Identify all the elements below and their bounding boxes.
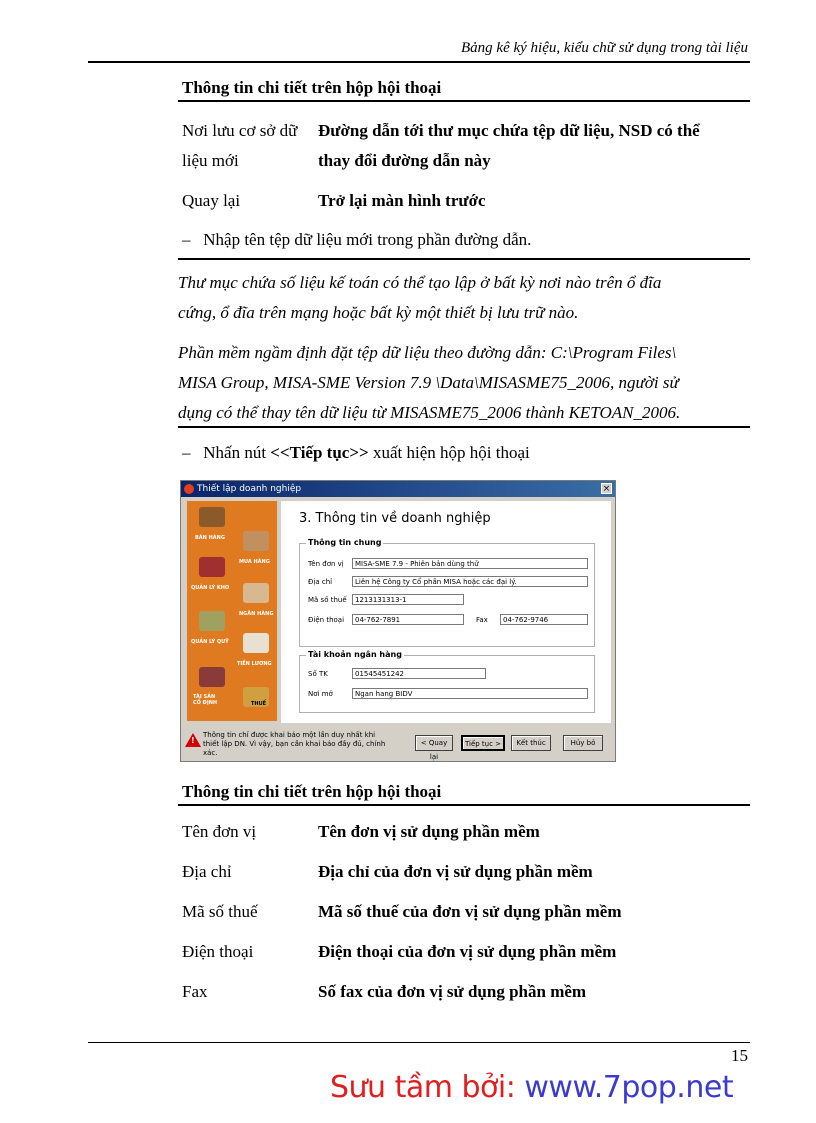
fax-label: Fax xyxy=(476,616,488,624)
section1-rule xyxy=(178,100,750,102)
module-label: MUA HÀNG xyxy=(239,559,270,565)
note-paragraph-1: Thư mục chứa số liệu kế toán có thể tạo lập ở bất kỳ nơi nào trên ổ đĩa cứng, ổ đĩa trên mạng hoặc bất kỳ một thiết bị lưu trữ nào. xyxy=(178,273,662,322)
close-icon[interactable]: × xyxy=(602,484,611,494)
company-info-panel xyxy=(281,501,611,723)
group-label: Thông tin chung xyxy=(308,538,382,547)
bank-account-group xyxy=(299,650,595,713)
desc: Mã số thuế của đơn vị sử dụng phần mềm xyxy=(318,902,622,921)
account-number-label: Số TK xyxy=(308,670,328,678)
header-rule xyxy=(88,61,750,63)
bank-name-input[interactable]: Ngan hang BIDV xyxy=(352,688,588,699)
cancel-button[interactable]: Hủy bỏ xyxy=(563,735,603,751)
dialog-footer-note: Thông tin chỉ được khai báo một lần duy nhất khi thiết lập DN. Vì vậy, bạn cần khai báo đầy đủ, chính xác. xyxy=(203,731,386,757)
section2-rule xyxy=(178,804,750,806)
term: Tên đơn vị xyxy=(182,822,257,841)
term-line: Nơi lưu cơ sở dữ xyxy=(182,121,298,140)
term: Địa chỉ xyxy=(182,862,232,881)
footer-rule xyxy=(88,1042,750,1043)
next-button[interactable]: Tiếp tục > xyxy=(461,735,505,751)
tax-code-label: Mã số thuế xyxy=(308,596,347,604)
sales-module-icon xyxy=(199,507,225,527)
module-label: QUẢN LÝ KHO xyxy=(191,585,230,591)
company-name-input[interactable]: MISA-SME 7.9 - Phiên bản dùng thử xyxy=(352,558,588,569)
setup-dialog xyxy=(180,480,616,762)
bullet-item-2: – Nhấn nút <<Tiếp tục>> xuất hiện hộp hội thoại xyxy=(182,443,530,462)
fax-input[interactable]: 04-762-9746 xyxy=(500,614,588,625)
desc-line: Đường dẫn tới thư mục chứa tệp dữ liệu, NSD có thể xyxy=(318,121,700,140)
section1-title: Thông tin chi tiết trên hộp hội thoại xyxy=(182,78,442,97)
bank-name-label: Nơi mở xyxy=(308,690,333,698)
note-paragraph-2: Phần mềm ngầm định đặt tệp dữ liệu theo đường dẫn: C:\Program Files\ MISA Group, MISA-SME Version 7.9 \Data\MISASME75_2006, người sử dụng có thể thay tên dữ liệu từ MISASME75_2006 thành KETOAN_2006. xyxy=(178,343,681,422)
general-info-group xyxy=(299,538,595,647)
app-icon xyxy=(184,484,194,494)
desc: Trở lại màn hình trước xyxy=(318,191,486,210)
section2-title: Thông tin chi tiết trên hộp hội thoại xyxy=(182,782,442,801)
module-sidebar xyxy=(187,501,277,721)
desc-line: thay đổi đường dẫn này xyxy=(318,151,491,170)
module-label: TÀI SẢN CỐ ĐỊNH xyxy=(193,694,218,706)
account-number-input[interactable]: 01545451242 xyxy=(352,668,486,679)
module-label: TIỀN LƯƠNG xyxy=(237,661,272,667)
dialog-title: Thiết lập doanh nghiệp xyxy=(197,484,302,494)
module-label: BÁN HÀNG xyxy=(195,535,225,541)
phone-input[interactable]: 04-762-7891 xyxy=(352,614,464,625)
desc: Tên đơn vị sử dụng phần mềm xyxy=(318,822,540,841)
asset-module-icon xyxy=(199,667,225,687)
term-line: liệu mới xyxy=(182,151,239,170)
tax-code-input[interactable]: 1213131313-1 xyxy=(352,594,464,605)
company-name-label: Tên đơn vị xyxy=(308,560,344,568)
cash-module-icon xyxy=(199,611,225,631)
back-button[interactable]: < Quay lại xyxy=(415,735,453,751)
address-label: Địa chỉ xyxy=(308,578,333,586)
desc: Số fax của đơn vị sử dụng phần mềm xyxy=(318,982,587,1001)
panel-heading: 3. Thông tin về doanh nghiệp xyxy=(299,511,491,526)
running-header: Bảng kê ký hiệu, kiểu chữ sử dụng trong tài liệu xyxy=(461,40,748,56)
term: Fax xyxy=(182,982,208,1001)
bank-module-icon xyxy=(243,583,269,603)
inventory-module-icon xyxy=(199,557,225,577)
term: Mã số thuế xyxy=(182,902,258,921)
dialog-titlebar xyxy=(181,481,615,497)
watermark: Sưu tầm bởi: www.7pop.net xyxy=(330,1070,734,1105)
purchase-module-icon xyxy=(243,531,269,551)
group-label: Tài khoản ngân hàng xyxy=(308,650,402,659)
bullet-item: – Nhập tên tệp dữ liệu mới trong phần đường dẫn. xyxy=(182,230,532,249)
note-rule-bottom xyxy=(178,426,750,428)
phone-label: Điện thoại xyxy=(308,616,345,624)
finish-button[interactable]: Kết thúc xyxy=(511,735,551,751)
module-label: QUẢN LÝ QUỸ xyxy=(191,639,229,645)
address-input[interactable]: Liên hệ Công ty Cổ phần MISA hoặc các đại lý. xyxy=(352,576,588,587)
note-rule-top xyxy=(178,258,750,260)
term: Điện thoại xyxy=(182,942,254,961)
payroll-module-icon xyxy=(243,633,269,653)
desc: Địa chỉ của đơn vị sử dụng phần mềm xyxy=(318,862,593,881)
warning-icon: ! xyxy=(185,733,201,747)
module-label: NGÂN HÀNG xyxy=(239,611,274,617)
module-label: THUẾ xyxy=(251,701,267,707)
term: Quay lại xyxy=(182,191,241,210)
page-number: 15 xyxy=(731,1046,748,1065)
section1-row-db-location xyxy=(182,116,750,176)
section1-row-back xyxy=(182,186,750,216)
desc: Điện thoại của đơn vị sử dụng phần mềm xyxy=(318,942,617,961)
